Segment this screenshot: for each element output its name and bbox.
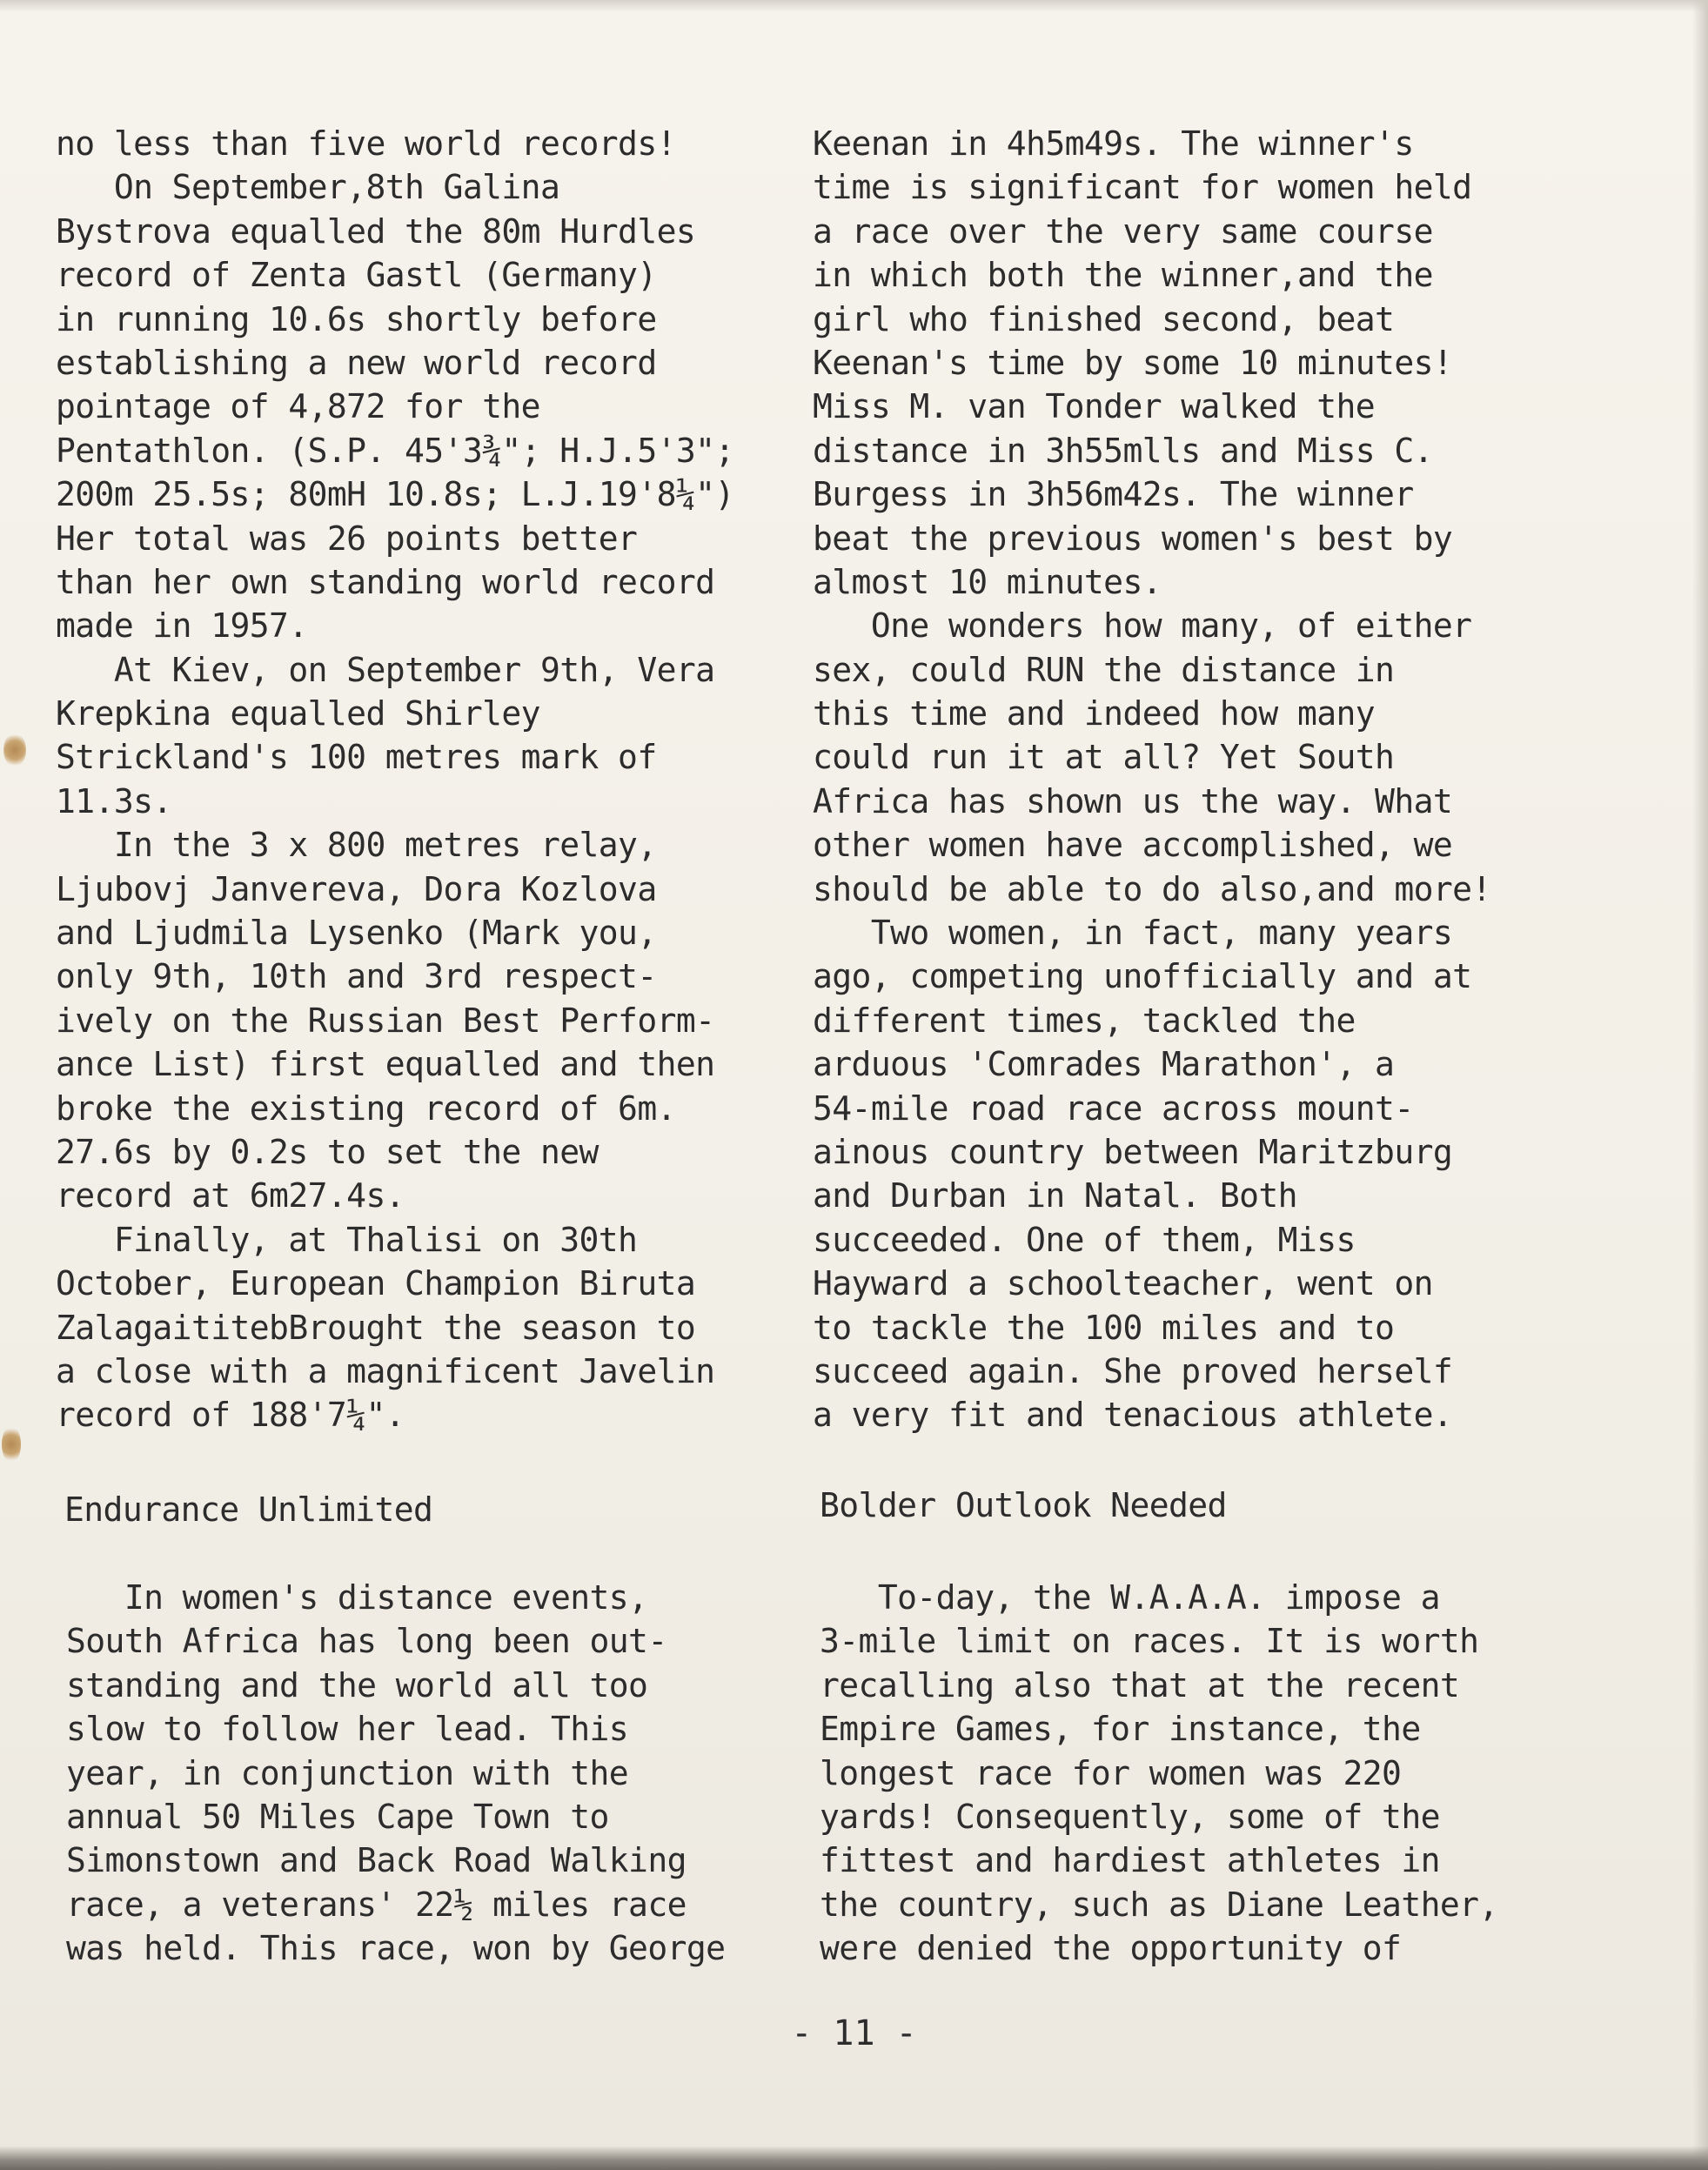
text-line: Finally, at Thalisi on 30th <box>56 1220 638 1259</box>
text-line: to tackle the 100 miles and to <box>813 1308 1395 1347</box>
text-line: Empire Games, for instance, the <box>820 1710 1421 1749</box>
text-line: Her total was 26 points better <box>56 519 638 558</box>
text-line: arduous 'Comrades Marathon', a <box>813 1045 1395 1084</box>
left-column-lower-text <box>66 1576 849 1971</box>
text-line: record at 6m27.4s. <box>56 1176 405 1216</box>
text-line: sex, could RUN the distance in <box>813 650 1395 689</box>
text-line: Simonstown and Back Road Walking <box>66 1841 687 1880</box>
text-line: in which both the winner,and the <box>813 256 1433 295</box>
text-line: made in 1957. <box>56 606 308 646</box>
text-line: Keenan's time by some 10 minutes! <box>813 343 1453 382</box>
text-line: annual 50 Miles Cape Town to <box>66 1797 609 1836</box>
section-heading-endurance: Endurance Unlimited <box>64 1490 433 1529</box>
text-line: fittest and hardiest athletes in <box>820 1841 1440 1880</box>
text-line: Ljubovj Janvereva, Dora Kozlova <box>56 869 657 908</box>
text-line: beat the previous women's best by <box>813 519 1453 558</box>
text-line: and Ljudmila Lysenko (Mark you, <box>56 914 657 953</box>
text-line: almost 10 minutes. <box>813 562 1162 601</box>
text-line: Hayward a schoolteacher, went on <box>813 1264 1433 1303</box>
text-line: should be able to do also,and more! <box>813 869 1491 908</box>
text-line: longest race for women was 220 <box>820 1753 1402 1792</box>
text-line: other women have accomplished, we <box>813 826 1453 865</box>
text-line: succeeded. One of them, Miss <box>813 1220 1356 1259</box>
text-line: different times, tackled the <box>813 1001 1356 1040</box>
rust-stain-bottom <box>2 1425 21 1463</box>
text-line: Miss M. van Tonder walked the <box>813 387 1376 426</box>
text-line: ively on the Russian Best Perform- <box>56 1001 715 1040</box>
text-line: a close with a magnificent Javelin <box>56 1351 715 1390</box>
text-line: and Durban in Natal. Both <box>813 1176 1297 1216</box>
text-line: recalling also that at the recent <box>820 1665 1460 1705</box>
text-line: 27.6s by 0.2s to set the new <box>56 1132 599 1171</box>
text-line: Strickland's 100 metres mark of <box>56 738 657 777</box>
right-column-lower-text <box>820 1576 1603 1971</box>
text-line: pointage of 4,872 for the <box>56 387 540 426</box>
text-line: a race over the very same course <box>813 211 1433 251</box>
text-line: girl who finished second, beat <box>813 299 1395 338</box>
text-line: succeed again. She proved herself <box>813 1351 1453 1390</box>
text-line: a very fit and tenacious athlete. <box>813 1396 1453 1435</box>
text-line: In women's distance events, <box>66 1578 648 1617</box>
text-line: slow to follow her lead. This <box>66 1710 629 1749</box>
text-line: 11.3s. <box>56 781 172 820</box>
text-line: To-day, the W.A.A.A. impose a <box>820 1578 1440 1617</box>
text-line: ainous country between Maritzburg <box>813 1132 1453 1171</box>
text-line: Burgess in 3h56m42s. The winner <box>813 475 1414 514</box>
text-line: South Africa has long been out- <box>66 1622 667 1661</box>
text-line: Keenan in 4h5m49s. The winner's <box>813 124 1414 163</box>
text-line: establishing a new world record <box>56 343 657 382</box>
text-line: Krepkina equalled Shirley <box>56 694 540 733</box>
text-line: in running 10.6s shortly before <box>56 299 657 338</box>
right-column-text <box>813 122 1596 1437</box>
text-line: Two women, in fact, many years <box>813 914 1453 953</box>
text-line: distance in 3h55mlls and Miss C. <box>813 431 1433 470</box>
text-line: no less than five world records! <box>56 124 676 163</box>
left-column-text <box>56 122 839 1437</box>
page-right-shadow <box>1692 0 1708 2170</box>
text-line: ago, competing unofficially and at <box>813 957 1472 996</box>
text-line: the country, such as Diane Leather, <box>820 1885 1498 1924</box>
text-line: Africa has shown us the way. What <box>813 781 1453 820</box>
text-line: record of Zenta Gastl (Germany) <box>56 256 657 295</box>
text-line: October, European Champion Biruta <box>56 1264 696 1303</box>
text-line: time is significant for women held <box>813 168 1472 207</box>
text-line: year, in conjunction with the <box>66 1753 629 1792</box>
text-line: One wonders how many, of either <box>813 606 1472 646</box>
text-line: standing and the world all too <box>66 1665 648 1705</box>
text-line: 54-mile road race across mount- <box>813 1088 1414 1128</box>
text-line: race, a veterans' 22½ miles race <box>66 1885 687 1924</box>
text-line: broke the existing record of 6m. <box>56 1088 676 1128</box>
text-line: Bystrova equalled the 80m Hurdles <box>56 211 696 251</box>
page-number: - 11 - <box>791 2013 917 2053</box>
section-heading-bolder-outlook: Bolder Outlook Needed <box>820 1486 1227 1524</box>
text-line: At Kiev, on September 9th, Vera <box>56 650 715 689</box>
text-line: 200m 25.5s; 80mH 10.8s; L.J.19'8¼") <box>56 475 734 514</box>
rust-stain-top <box>3 733 26 767</box>
text-line: Pentathlon. (S.P. 45'3¾"; H.J.5'3"; <box>56 431 734 470</box>
text-line: ance List) first equalled and then <box>56 1045 715 1084</box>
text-line: was held. This race, won by George <box>66 1929 726 1968</box>
text-line: this time and indeed how many <box>813 694 1376 733</box>
page-top-shadow <box>0 0 1708 12</box>
text-line: On September,8th Galina <box>56 168 560 207</box>
text-line: yards! Consequently, some of the <box>820 1797 1440 1836</box>
text-line: could run it at all? Yet South <box>813 738 1395 777</box>
text-line: 3-mile limit on races. It is worth <box>820 1622 1479 1661</box>
text-line: In the 3 x 800 metres relay, <box>56 826 657 865</box>
text-line: were denied the opportunity of <box>820 1929 1402 1968</box>
text-line: record of 188'7¼". <box>56 1396 405 1435</box>
text-line: only 9th, 10th and 3rd respect- <box>56 957 657 996</box>
text-line: ZalagaititebBrought the season to <box>56 1308 696 1347</box>
text-line: than her own standing world record <box>56 562 715 601</box>
page-bottom-edge <box>0 2146 1708 2170</box>
